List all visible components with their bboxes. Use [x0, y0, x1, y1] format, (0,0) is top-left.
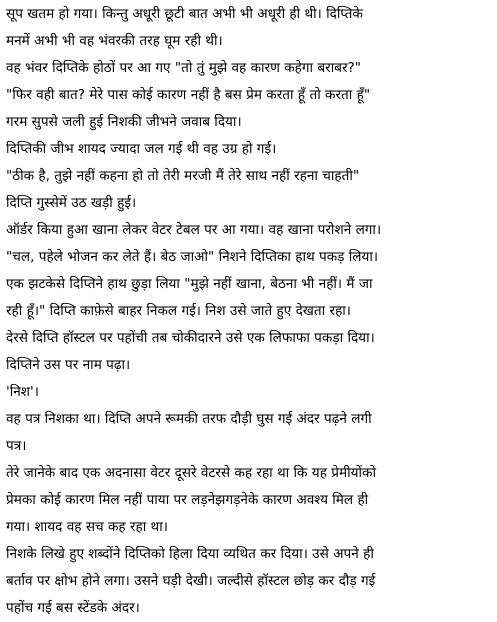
text-line: गया। शायद वह सच कह रहा था। [6, 519, 168, 535]
text-line: ऑर्डर किया हुआ खाना लेकर वेटर टेबल पर आ गया। वह खाना परोशने लगा। [6, 222, 382, 238]
text-line: निशके लिखे हुए शब्दोंने दिप्तिको हिला दिया व्यथित कर दिया। उसे अपने ही [6, 546, 374, 562]
text-line: 'निश'। [6, 384, 39, 400]
text-line: तेरे जानेके बाद एक अदनासा वेटर दूसरे वेटरसे कह रहा था कि यह प्रेमीयोंको [6, 465, 376, 481]
text-line: एक झटकेसे दिप्तिने हाथ छुड़ा लिया "मुझे नहीं खाना, बेठना भी नहीं। मैं जा [6, 276, 373, 292]
text-line: सूप खतम हो गया। किन्तु अधूरी छूटी बात अभी भी अधूरी ही थी। दिप्तिके [6, 6, 363, 22]
text-line: दिप्ति गुस्सेमें उठ खड़ी हुई। [6, 195, 137, 211]
text-line: मनमें अभी भी वह भंवरकी तरह घूम रही थी। [6, 33, 223, 49]
text-line: दिप्तिकी जीभ शायद ज्यादा जल गई थी वह उग्र हो गई। [6, 141, 277, 157]
document-page [6, 0, 494, 622]
text-line: रही हूँ।" दिप्ति काफ़ेसे बाहर निकल गई। निश उसे जाते हुए देखता रहा। [6, 303, 351, 319]
text-line: बर्ताव पर क्षोभ होने लगा। उसने घड़ी देखी। जल्दीसे हॉस्टल छोड़ कर दौड़ गई [6, 573, 376, 589]
text-line: देरसे दिप्ति हॉस्टल पर पहोंची तब चोकीदारने उसे एक लिफाफा पकड़ा दिया। [6, 330, 375, 346]
text-line: "फिर वही बात? मेरे पास कोई कारण नहीं है बस प्रेम करता हूँ तो करता हूँ" [6, 87, 371, 103]
text-line: दिप्तिने उस पर नाम पढ़ा। [6, 357, 131, 373]
text-line: वह भंवर दिप्तिके होठों पर आ गए "तो तुं मुझे वह कारण कहेगा बराबर?" [6, 60, 362, 76]
text-line: वह पत्र निशका था। दिप्ति अपने रूमकी तरफ दौड़ी घुस गई अंदर पढ़ने लगी [6, 411, 372, 427]
text-line: "चल, पहेले भोजन कर लेते हैं। बेठ जाओ" निशने दिप्तिका हाथ पकड़ लिया। [6, 249, 379, 265]
text-line: "ठीक है, तुझे नहीं कहना हो तो तेरी मरजी मैं तेरे साथ नहीं रहना चाहती" [6, 168, 360, 184]
text-line: पत्र। [6, 438, 27, 454]
text-line: गरम सुपसे जली हुई निशकी जीभने जवाब दिया। [6, 114, 242, 130]
text-line: प्रेमका कोई कारण मिल नहीं पाया पर लड़नेझगड़नेके कारण अवश्य मिल ही [6, 492, 369, 508]
text-line: पहोंच गई बस स्टेंडके अंदर। [6, 600, 140, 616]
